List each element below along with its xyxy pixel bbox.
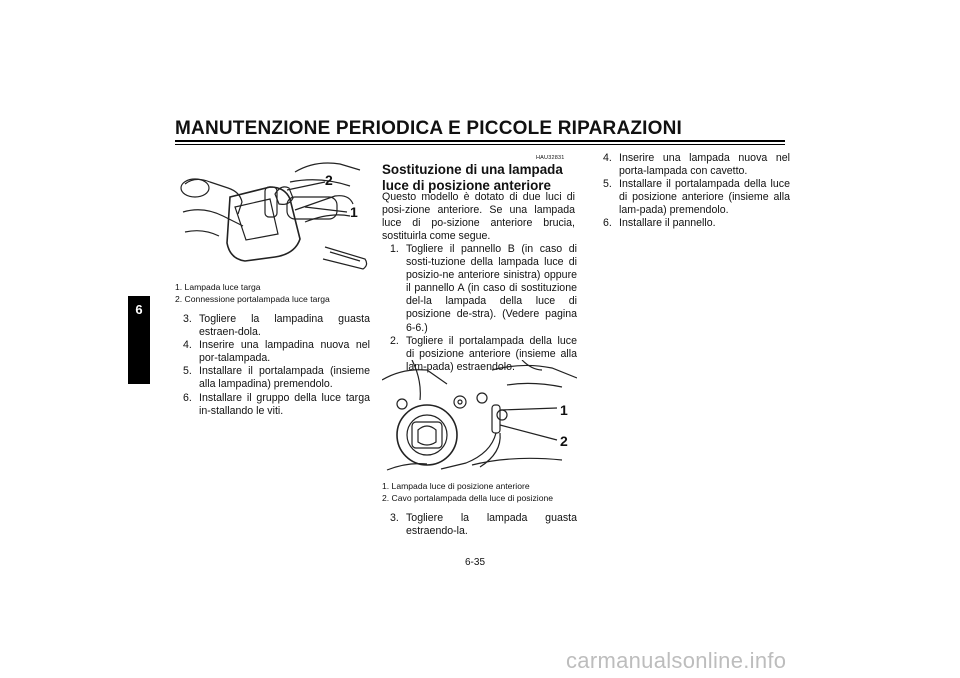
left-steps [175, 313, 370, 418]
middle-figure-captions [382, 481, 577, 504]
step-item: 1. Togliere il pannello B (in caso di sosti-tuzione della lampada luce di posizio-ne anteriore sinistra) oppure il pannello A (in caso di sostituzione del-la lampada della luce di posizione de-stra). (Vedere pagina 6-6.) [390, 243, 577, 334]
step-item: 6. Installare il gruppo della luce targa in-stallando le viti. [183, 391, 370, 417]
section-intro: Questo modello è dotato di due luci di posi-zione anteriore. Se una lampada luce di po-sizione anteriore brucia, sostituirla come segue. [382, 191, 575, 243]
caption-item: 1. Lampada luce targa [175, 282, 261, 292]
step-item: 5. Installare il portalampada (insieme alla lampadina) premendolo. [183, 365, 370, 391]
step-item: 4. Inserire una lampada nuova nel porta-lampada con cavetto. [603, 152, 790, 178]
callout-2: 2 [560, 433, 568, 449]
step-item: 3. Togliere la lampadina guasta estraen-dola. [183, 313, 370, 339]
caption-item: 2. Connessione portalampada luce targa [175, 293, 330, 304]
step-item: 5. Installare il portalampada della luce di posizione anteriore (insieme alla lam-pada) premendolo. [603, 178, 790, 217]
middle-steps-after [382, 512, 577, 538]
section-code: HAU32831 [536, 155, 565, 161]
right-steps [595, 152, 790, 231]
section-heading: Sostituzione di una lampada luce di posizione anteriore [382, 162, 563, 193]
chapter-tab: 6 [128, 296, 150, 384]
callout-2: 2 [325, 172, 333, 188]
caption-item: 2. Cavo portalampada della luce di posizione [382, 492, 554, 503]
illustration-hands-lamp [175, 152, 370, 280]
step-item: 6. Installare il pannello. [603, 217, 716, 230]
illustration-position-lamp [382, 360, 577, 476]
page-number: 6-35 [465, 557, 486, 568]
callout-1: 1 [560, 402, 568, 418]
step-item: 4. Inserire una lampadina nuova nel por-talampada. [183, 339, 370, 365]
figure-position-lamp [382, 360, 577, 476]
caption-item: 1. Lampada luce di posizione anteriore [382, 481, 530, 491]
page-title: MANUTENZIONE PERIODICA E PICCOLE RIPARAZIONI [175, 118, 683, 139]
header-rule [175, 140, 785, 142]
footer-watermark[interactable]: carmanualsonline.info [566, 648, 787, 673]
step-item: 3. Togliere la lampada guasta estraendo-la. [390, 512, 577, 538]
callout-1: 1 [350, 204, 358, 220]
left-figure-captions [175, 282, 370, 305]
figure-license-plate-lamp [175, 152, 370, 280]
middle-steps [382, 243, 577, 374]
step-item: 2. Togliere il portalampada della luce di posizione anteriore (insieme alla lam-pada) estraendolo. [390, 334, 577, 373]
header-rule-thin [175, 144, 785, 145]
